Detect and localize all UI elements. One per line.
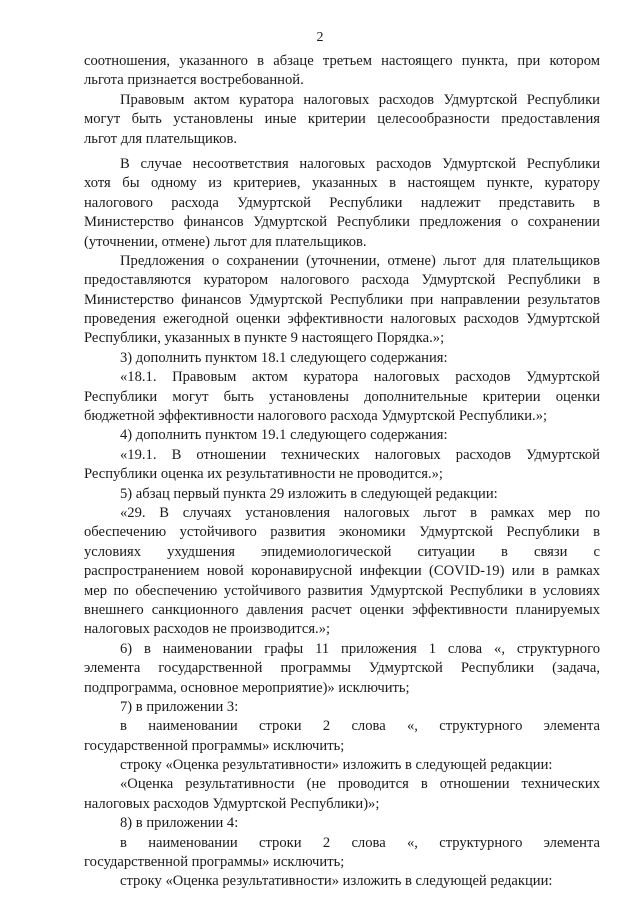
text-line: государственной программы» исключить; (84, 854, 345, 871)
text-line: 4) дополнить пунктом 19.1 следующего содержания: (120, 427, 448, 444)
document-body (84, 52, 600, 892)
text-line: Предложения о сохранении (уточнении, отмене) льгот для плательщиков (120, 252, 600, 269)
text-line: бюджетной эффективности налогового расхода Удмуртской Республики.»; (84, 408, 548, 425)
text-line: предоставляются куратором налогового расхода Удмуртской Республики в (84, 272, 600, 289)
text-line: (уточнении, отмене) льгот для плательщиков. (84, 233, 367, 250)
text-line: налоговых расходов Удмуртской Республики)»; (84, 795, 380, 812)
text-line: обеспечению устойчивого развития экономики Удмуртской Республики в (84, 524, 600, 541)
text-line: 8) в приложении 4: (120, 815, 239, 832)
text-line: хотя бы одному из критериев, указанных в настоящем пункте, куратору (84, 175, 600, 192)
text-line: налогового расхода Удмуртской Республики надлежит представить в (84, 194, 600, 211)
page-number: 2 (316, 30, 324, 45)
text-line: мер по обеспечению устойчивого развития Удмуртской Республики в условиях (84, 582, 600, 599)
text-line: В случае несоответствия налоговых расходов Удмуртской Республики (120, 155, 600, 172)
text-line: 6) в наименовании графы 11 приложения 1 слова «, структурного (120, 640, 600, 657)
text-line: в наименовании строки 2 слова «, структурного элемента (120, 834, 600, 851)
text-line: 5) абзац первый пункта 29 изложить в следующей редакции: (120, 485, 498, 502)
text-line: проведения ежегодной оценки эффективности налоговых расходов Удмуртской (84, 311, 600, 328)
text-line: Министерство финансов Удмуртской Республики при направлении результатов (84, 291, 600, 308)
text-line: «19.1. В отношении технических налоговых расходов Удмуртской (120, 446, 600, 463)
text-line: 7) в приложении 3: (120, 698, 239, 715)
text-line: могут быть установлены иные критерии целесообразности предоставления (84, 111, 600, 128)
text-line: Республики, указанных в пункте 9 настоящего Порядка.»; (84, 330, 445, 347)
text-line: Республики оценка их результативности не проводится.»; (84, 466, 443, 483)
text-line: распространением новой коронавирусной инфекции (COVID-19) или в рамках (84, 563, 600, 580)
text-line: государственной программы» исключить; (84, 737, 345, 754)
text-line: соотношения, указанного в абзаце третьем настоящего пункта, при котором (84, 53, 600, 69)
text-line: «18.1. Правовым актом куратора налоговых расходов Удмуртской (120, 369, 600, 386)
text-line: Министерство финансов Удмуртской Республики предложения о сохранении (84, 214, 600, 231)
text-line: внешнего санкционного давления расчет оценки эффективности планируемых (84, 601, 600, 618)
text-line: условиях ухудшения эпидемиологической ситуации в связи с (84, 543, 600, 560)
text-line: льгот для плательщиков. (84, 130, 237, 147)
text-line: налоговых расходов не производится.»; (84, 621, 331, 638)
text-line: Правовым актом куратора налоговых расходов Удмуртской Республики (120, 91, 600, 108)
text-line: 3) дополнить пунктом 18.1 следующего содержания: (120, 349, 448, 366)
text-line: «Оценка результативности (не проводится в отношении технических (120, 776, 600, 793)
text-line: «29. В случаях установления налоговых льгот в рамках мер по (120, 504, 600, 521)
text-line: строку «Оценка результативности» изложить в следующей редакции: (120, 873, 553, 890)
text-line: элемента государственной программы Удмуртской Республики (задача, (84, 660, 600, 677)
text-line: подпрограмма, основное мероприятие)» исключить; (84, 679, 410, 696)
text-line: в наименовании строки 2 слова «, структурного элемента (120, 718, 600, 735)
text-line: льгота признается востребованной. (84, 72, 304, 89)
text-line: строку «Оценка результативности» изложить в следующей редакции: (120, 757, 553, 774)
text-line: Республики могут быть установлены дополнительные критерии оценки (84, 388, 600, 405)
